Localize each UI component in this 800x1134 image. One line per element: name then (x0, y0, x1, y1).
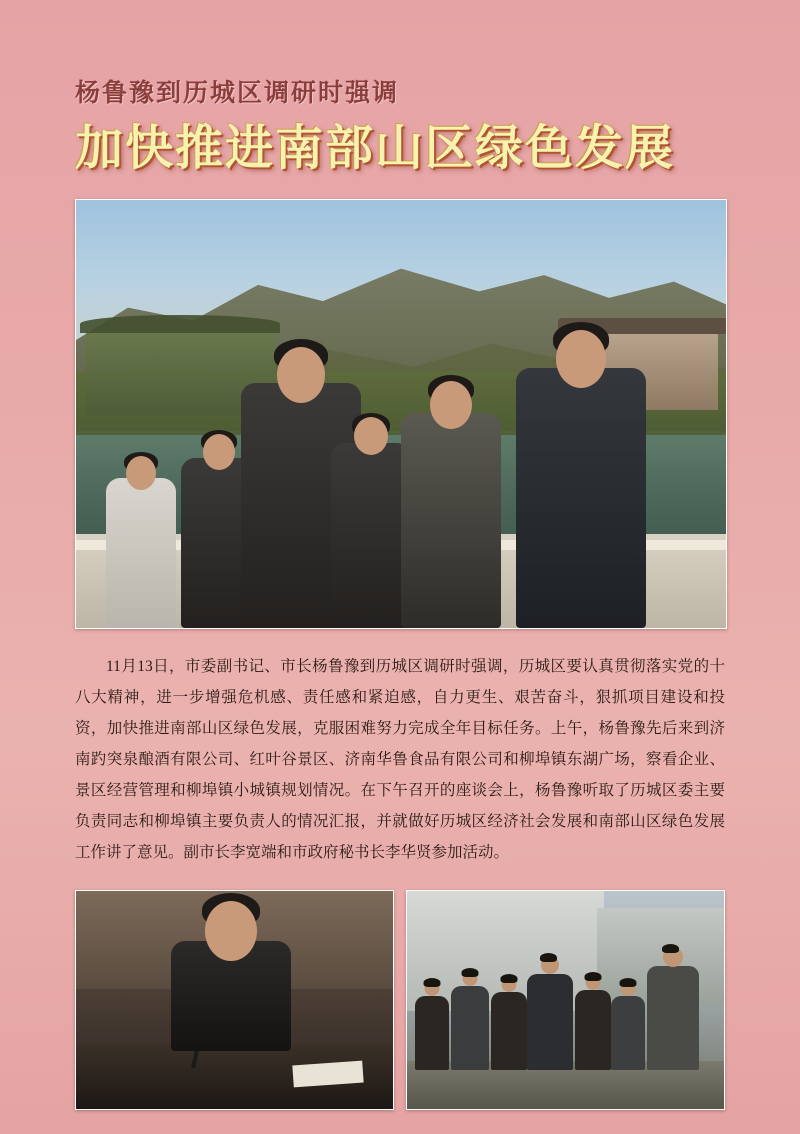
poster-kicker: 杨鲁豫到历城区调研时强调 (75, 78, 400, 107)
poster-content (75, 0, 725, 1110)
crowd-group (407, 934, 724, 1069)
person-head (502, 977, 517, 992)
person-crowd (611, 996, 645, 1070)
person-head (463, 971, 478, 986)
person-leader-center (527, 974, 573, 1070)
person-head (203, 434, 235, 470)
article-body: 11月13日，市委副书记、市长杨鲁豫到历城区调研时强调，历城区要认真贯彻落实党的十八大精神，进一步增强危机感、责任感和紧迫感，自力更生、艰苦奋斗，狠抓项目建设和投资，加快推进南部山区绿色发展，克服困难努力完成全年目标任务。上午，杨鲁豫先后来到济南趵突泉酿酒有限公司、红叶谷景区、济南华鲁食品有限公司和柳埠镇东湖广场，察看企业、景区经营管理和柳埠镇小城镇规划情况。在下午召开的座谈会上，杨鲁豫听取了历城区委主要负责同志和柳埠镇主要负责人的情况汇报，并就做好历城区经济社会发展和南部山区绿色发展工作讲了意见。副市长李宽端和市政府秘书长李华贤参加活动。 (75, 657, 725, 861)
person-head (430, 381, 472, 429)
person-head (621, 981, 636, 996)
person-crowd (451, 986, 489, 1070)
person-head (425, 981, 440, 996)
person-glasses-center (401, 413, 501, 628)
person-head (541, 956, 559, 974)
person-crowd (575, 990, 611, 1070)
person-head (586, 975, 601, 990)
person-head (277, 347, 325, 403)
person-crowd (415, 996, 449, 1070)
person-guide-right (647, 966, 699, 1070)
person-leader-right (516, 368, 646, 628)
person-head (205, 901, 257, 961)
poster-headline: 加快推进南部山区绿色发展 (75, 120, 676, 176)
person-background-left (106, 478, 176, 628)
photo-meeting-speech (75, 890, 394, 1110)
photo-main-inspection-lake (75, 199, 727, 629)
person-head (663, 947, 683, 967)
photo-row (75, 890, 725, 1110)
person-head (354, 417, 388, 455)
meeting-documents (292, 1060, 363, 1087)
person-speaker (171, 941, 291, 1051)
photo-outdoor-visit (406, 890, 725, 1110)
person-background-3 (331, 443, 411, 628)
person-head (556, 330, 606, 388)
person-crowd (491, 992, 527, 1070)
person-head (126, 456, 156, 490)
